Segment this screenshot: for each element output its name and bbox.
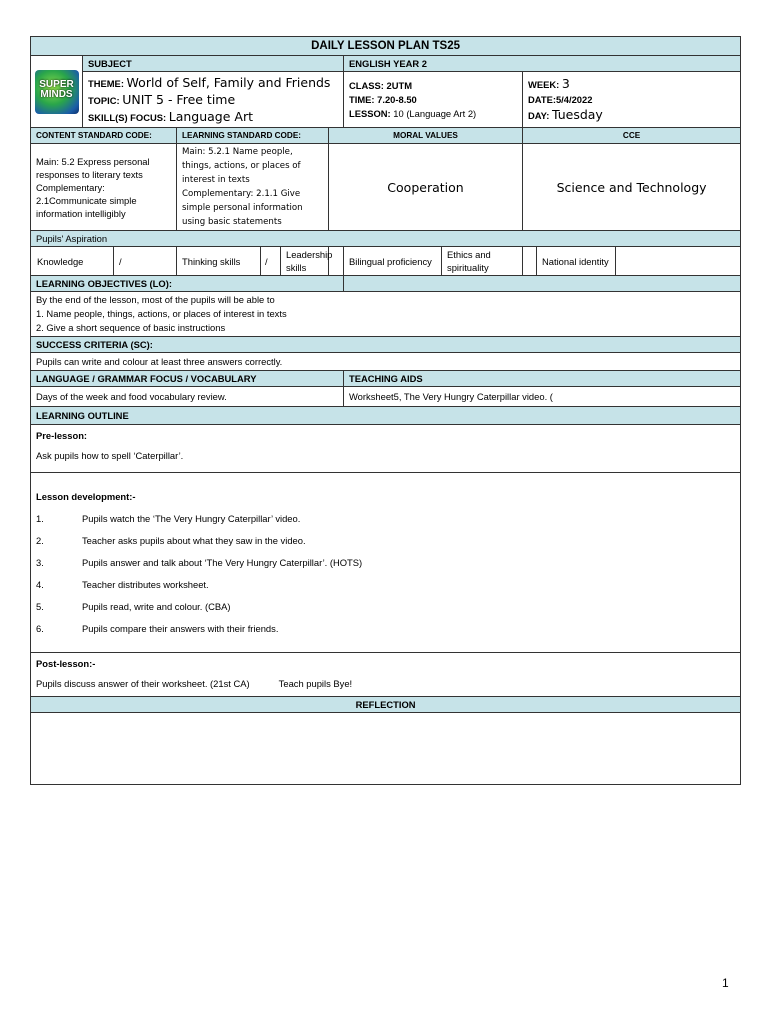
aspiration-item-mark: / [119,255,122,267]
class-label: CLASS: [349,79,384,91]
logo-text: SUPER MINDS [39,78,74,100]
learning-standard-cell [177,144,329,231]
subject-value: ENGLISH YEAR 2 [344,56,741,72]
week-label: WEEK: [528,79,560,90]
lesson-step [36,578,735,591]
success-criteria-text: Pupils can write and colour at least three answers correctly. [31,353,741,371]
cce-header: CCE [523,128,741,144]
aspiration-item-label: Bilingual proficiency [344,247,442,276]
step-number: 6. [36,623,44,634]
step-number: 5. [36,601,44,612]
class-time-lesson-cell [344,72,523,128]
aspiration-item-mark [523,247,537,276]
super-minds-logo [35,70,79,114]
time-row [349,93,517,107]
subject-label: SUBJECT [83,56,344,72]
aspiration-item-label: Knowledge [31,247,114,275]
step-number: 1. [36,513,44,524]
topic-row [88,92,338,109]
objective-line: By the end of the lesson, most of the pupils will be able to [36,294,275,305]
content-standard-cell [31,144,177,231]
lesson-value: 10 (Language Art 2) [393,107,477,119]
lesson-plan [30,36,740,785]
objective-line: 1. Name people, things, actions, or places of interest in texts [36,308,287,319]
lesson-development-cell [31,473,741,653]
step-number: 3. [36,557,44,568]
lesson-step [36,534,735,547]
step-number: 2. [36,535,44,546]
post-lesson-row [36,677,735,690]
aspiration-item-label: Thinking skills [177,247,261,275]
language-focus-header: LANGUAGE / GRAMMAR FOCUS / VOCABULARY [31,371,344,387]
week-row [528,76,735,92]
content-standard-line: 2.1Communicate simple [36,194,137,206]
learning-standard-line: Main: 5.2.1 Name people, [182,147,293,157]
learning-standard-line: interest in texts [182,175,250,185]
objectives-cell [31,292,741,337]
content-standard-header: CONTENT STANDARD CODE: [31,128,177,144]
objectives-header: LEARNING OBJECTIVES (LO): [31,276,344,292]
step-number: 4. [36,579,44,590]
skill-label: SKILL(S) FOCUS: [88,112,167,123]
lesson-plan-table [30,36,741,785]
aspiration-header: Pupils' Aspiration [31,231,741,247]
post-lesson-cell [31,653,741,697]
date-row [528,92,735,107]
skill-row [88,109,338,126]
lesson-step [36,600,735,613]
theme-topic-skill-cell [83,72,344,128]
date-value: 5/4/2022 [555,94,593,105]
content-standard-line: Complementary: [36,181,105,193]
page-number: 1 [722,976,729,990]
topic-label: TOPIC: [88,95,120,106]
document-title: DAILY LESSON PLAN TS25 [31,37,741,56]
post-lesson-extra: Teach pupils Bye! [278,678,353,689]
skill-value: Language Art [168,109,253,124]
learning-standard-line: Complementary: 2.1.1 Give [182,189,301,199]
teaching-aids-header: TEACHING AIDS [344,371,741,387]
moral-values-header: MORAL VALUES [329,128,523,144]
content-standard-line: information intelligibly [36,207,126,219]
day-label: DAY: [528,110,550,121]
moral-value: Cooperation [329,144,523,231]
aspiration-knowledge-cell [31,247,177,276]
aspiration-thinking-cell [177,247,281,276]
learning-standard-line: things, actions, or places of [182,161,301,171]
reflection-body[interactable] [31,713,741,785]
aspiration-item-mark: / [265,255,268,267]
week-date-day-cell [523,72,741,128]
learning-outline-header: LEARNING OUTLINE [31,407,741,425]
lesson-label: LESSON: [349,107,391,119]
content-standard-line: responses to literary texts [36,168,143,180]
objective-line: 2. Give a short sequence of basic instructions [36,322,226,333]
theme-label: THEME: [88,78,124,89]
step-text: Teacher asks pupils about what they saw in the video. [82,535,306,546]
pre-lesson-label: Pre-lesson: [36,430,88,441]
day-value: Tuesday [551,107,603,122]
topic-value: UNIT 5 - Free time [122,92,236,107]
aspiration-item-label: Leadership skills [281,247,329,276]
success-criteria-header: SUCCESS CRITERIA (SC): [31,337,741,353]
day-row [528,107,735,123]
teaching-aids-text: Worksheet5, The Very Hungry Caterpillar video. ( [344,387,741,407]
date-label: DATE: [528,94,556,105]
pre-lesson-text: Ask pupils how to spell ‘Caterpillar’. [36,450,184,461]
reflection-header: REFLECTION [31,697,741,713]
learning-standard-header: LEARNING STANDARD CODE: [177,128,329,144]
language-focus-text: Days of the week and food vocabulary review. [31,387,344,407]
theme-row [88,75,338,91]
lesson-step [36,622,735,635]
lesson-step [36,556,735,569]
step-text: Pupils answer and talk about ‘The Very Hungry Caterpillar’. (HOTS) [82,557,363,568]
lesson-development-label: Lesson development:- [36,491,136,502]
step-text: Pupils compare their answers with their friends. [82,623,279,634]
lesson-row [349,107,517,121]
class-row [349,79,517,93]
time-label: TIME: [349,93,375,105]
objectives-header-blank [344,276,741,292]
step-text: Pupils read, write and colour. (CBA) [82,601,231,612]
post-lesson-text: Pupils discuss answer of their worksheet. (21st CA) [36,678,250,689]
aspiration-item-mark [616,247,741,276]
step-text: Pupils watch the ‘The Very Hungry Caterpillar’ video. [82,513,301,524]
lesson-step [36,512,735,525]
theme-value: World of Self, Family and Friends [126,75,331,90]
class-value: 2UTM [386,79,413,91]
learning-standard-line: simple personal information [182,203,303,213]
learning-standard-line: using basic statements [182,217,282,227]
cce-value: Science and Technology [523,144,741,231]
time-value: 7.20-8.50 [377,93,417,105]
aspiration-item-label: National identity [537,247,616,276]
logo-cell [31,56,83,128]
week-value: 3 [561,76,570,91]
step-text: Teacher distributes worksheet. [82,579,209,590]
pre-lesson-cell [31,425,741,473]
aspiration-item-label: Ethics and spirituality [442,247,523,276]
content-standard-line: Main: 5.2 Express personal [36,155,150,167]
post-lesson-label: Post-lesson:- [36,658,96,669]
